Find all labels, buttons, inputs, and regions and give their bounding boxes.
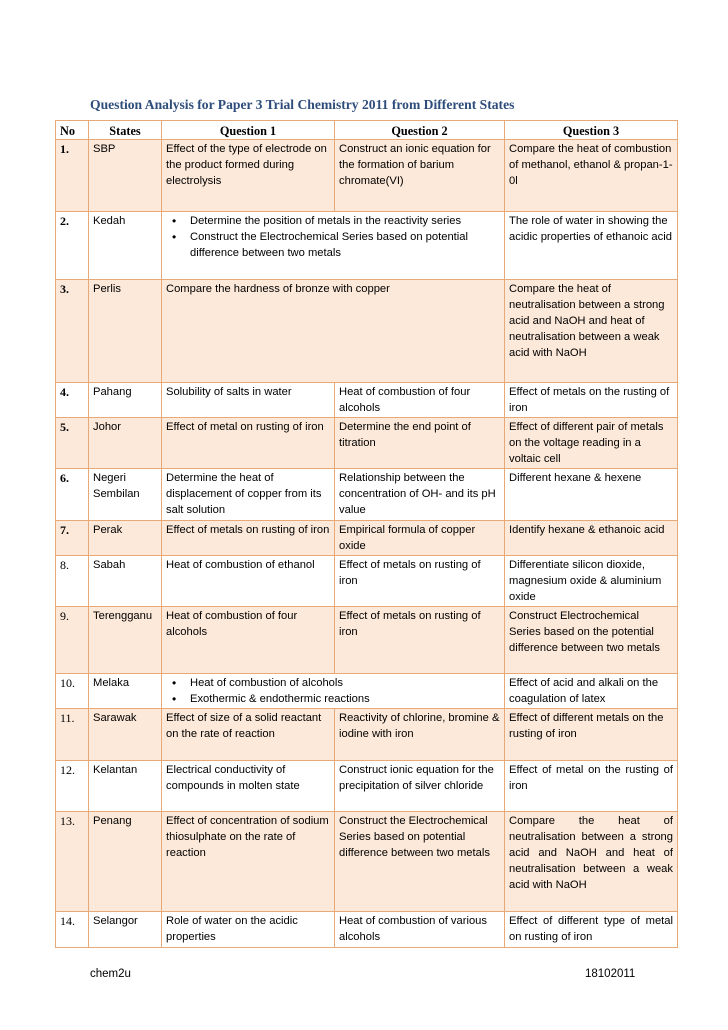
table-row: [56, 556, 678, 607]
question-3-cell: Compare the heat of neutralisation between a strong acid and NaOH and heat of neutralisation between a weak acid with NaOH: [505, 812, 678, 912]
question-3-cell: Differentiate silicon dioxide, magnesium oxide & aluminium oxide: [505, 556, 678, 607]
table-row: [56, 674, 678, 709]
state-cell: Kedah: [89, 212, 162, 280]
question-3-cell: Compare the heat of combustion of methanol, ethanol & propan-1-0l: [505, 140, 678, 212]
state-cell: Sabah: [89, 556, 162, 607]
question-1-cell: Determine the heat of displacement of copper from its salt solution: [162, 469, 335, 521]
bullet-item: • Heat of combustion of alcohols: [190, 675, 500, 691]
row-number: 11.: [56, 709, 89, 761]
state-cell: Terengganu: [89, 607, 162, 674]
question-3-cell: Effect of acid and alkali on the coagulation of latex: [505, 674, 678, 709]
state-cell: Melaka: [89, 674, 162, 709]
question-1-cell: Electrical conductivity of compounds in molten state: [162, 761, 335, 812]
table-row: [56, 383, 678, 418]
question-2-cell: Reactivity of chlorine, bromine & iodine with iron: [335, 709, 505, 761]
question-2-cell: Construct the Electrochemical Series based on potential difference between two metals: [335, 812, 505, 912]
question-1-cell: Solubility of salts in water: [162, 383, 335, 418]
question-2-cell: Relationship between the concentration of OH- and its pH value: [335, 469, 505, 521]
question-1-cell: Effect of concentration of sodium thiosulphate on the rate of reaction: [162, 812, 335, 912]
header-no: No: [56, 121, 89, 140]
row-number: 2.: [56, 212, 89, 280]
question-2-cell: Construct ionic equation for the precipitation of silver chloride: [335, 761, 505, 812]
footer-right: 18102011: [585, 968, 636, 980]
table-row: [56, 912, 678, 948]
table-header-row: [56, 121, 678, 140]
question-1-cell: Heat of combustion of ethanol: [162, 556, 335, 607]
question-1-cell: Role of water on the acidic properties: [162, 912, 335, 948]
state-cell: Negeri Sembilan: [89, 469, 162, 521]
question-1-cell: Heat of combustion of four alcohols: [162, 607, 335, 674]
row-number: 9.: [56, 607, 89, 674]
state-cell: Penang: [89, 812, 162, 912]
question-3-cell: Different hexane & hexene: [505, 469, 678, 521]
question-3-cell: Effect of metal on the rusting of iron: [505, 761, 678, 812]
question-1-cell: Effect of metals on rusting of iron: [162, 521, 335, 556]
state-cell: Sarawak: [89, 709, 162, 761]
row-number: 5.: [56, 418, 89, 469]
header-question-1: Question 1: [162, 121, 335, 140]
question-1-cell: Effect of metal on rusting of iron: [162, 418, 335, 469]
header-question-3: Question 3: [505, 121, 678, 140]
bullet-list: [166, 213, 500, 261]
question-2-cell: Empirical formula of copper oxide: [335, 521, 505, 556]
bullet-list: [166, 675, 500, 707]
question-2-cell: Effect of metals on rusting of iron: [335, 556, 505, 607]
question-3-cell: Effect of metals on the rusting of iron: [505, 383, 678, 418]
footer-left: chem2u: [90, 968, 131, 980]
table-row: [56, 280, 678, 383]
page-title: Question Analysis for Paper 3 Trial Chemistry 2011 from Different States: [90, 97, 515, 112]
row-number: 8.: [56, 556, 89, 607]
question-3-cell: Effect of different pair of metals on the voltage reading in a voltaic cell: [505, 418, 678, 469]
state-cell: Perak: [89, 521, 162, 556]
row-number: 4.: [56, 383, 89, 418]
table-row: [56, 140, 678, 212]
question-3-cell: Effect of different metals on the rusting of iron: [505, 709, 678, 761]
question-analysis-table: [55, 120, 678, 948]
question-2-cell: Effect of metals on rusting of iron: [335, 607, 505, 674]
row-number: 14.: [56, 912, 89, 948]
table-row: [56, 709, 678, 761]
header-question-2: Question 2: [335, 121, 505, 140]
row-number: 13.: [56, 812, 89, 912]
state-cell: Johor: [89, 418, 162, 469]
state-cell: SBP: [89, 140, 162, 212]
table-row: [56, 521, 678, 556]
question-2-cell: Determine the end point of titration: [335, 418, 505, 469]
table-row: [56, 469, 678, 521]
bullet-item: • Determine the position of metals in the reactivity series: [190, 213, 500, 229]
question-2-cell: Heat of combustion of four alcohols: [335, 383, 505, 418]
row-number: 3.: [56, 280, 89, 383]
row-number: 12.: [56, 761, 89, 812]
question-1-cell: Effect of size of a solid reactant on the rate of reaction: [162, 709, 335, 761]
bullet-item: • Construct the Electrochemical Series based on potential difference between two metals: [190, 229, 500, 261]
question-3-cell: Identify hexane & ethanoic acid: [505, 521, 678, 556]
question-2-cell: Heat of combustion of various alcohols: [335, 912, 505, 948]
state-cell: Kelantan: [89, 761, 162, 812]
row-number: 1.: [56, 140, 89, 212]
row-number: 7.: [56, 521, 89, 556]
question-1-cell: Effect of the type of electrode on the product formed during electrolysis: [162, 140, 335, 212]
state-cell: Pahang: [89, 383, 162, 418]
question-1-2-cell: [162, 674, 505, 709]
row-number: 6.: [56, 469, 89, 521]
table-row: [56, 212, 678, 280]
state-cell: Perlis: [89, 280, 162, 383]
header-states: States: [89, 121, 162, 140]
question-3-cell: Compare the heat of neutralisation between a strong acid and NaOH and heat of neutralisation between a weak acid with NaOH: [505, 280, 678, 383]
state-cell: Selangor: [89, 912, 162, 948]
table-row: [56, 418, 678, 469]
bullet-item: • Exothermic & endothermic reactions: [190, 691, 500, 707]
question-2-cell: Construct an ionic equation for the formation of barium chromate(VI): [335, 140, 505, 212]
question-3-cell: The role of water in showing the acidic properties of ethanoic acid: [505, 212, 678, 280]
table-row: [56, 607, 678, 674]
question-1-2-cell: [162, 212, 505, 280]
question-3-cell: Effect of different type of metal on rusting of iron: [505, 912, 678, 948]
question-3-cell: Construct Electrochemical Series based on the potential difference between two metals: [505, 607, 678, 674]
row-number: 10.: [56, 674, 89, 709]
question-1-2-cell: Compare the hardness of bronze with copper: [162, 280, 505, 383]
table-row: [56, 812, 678, 912]
table-row: [56, 761, 678, 812]
